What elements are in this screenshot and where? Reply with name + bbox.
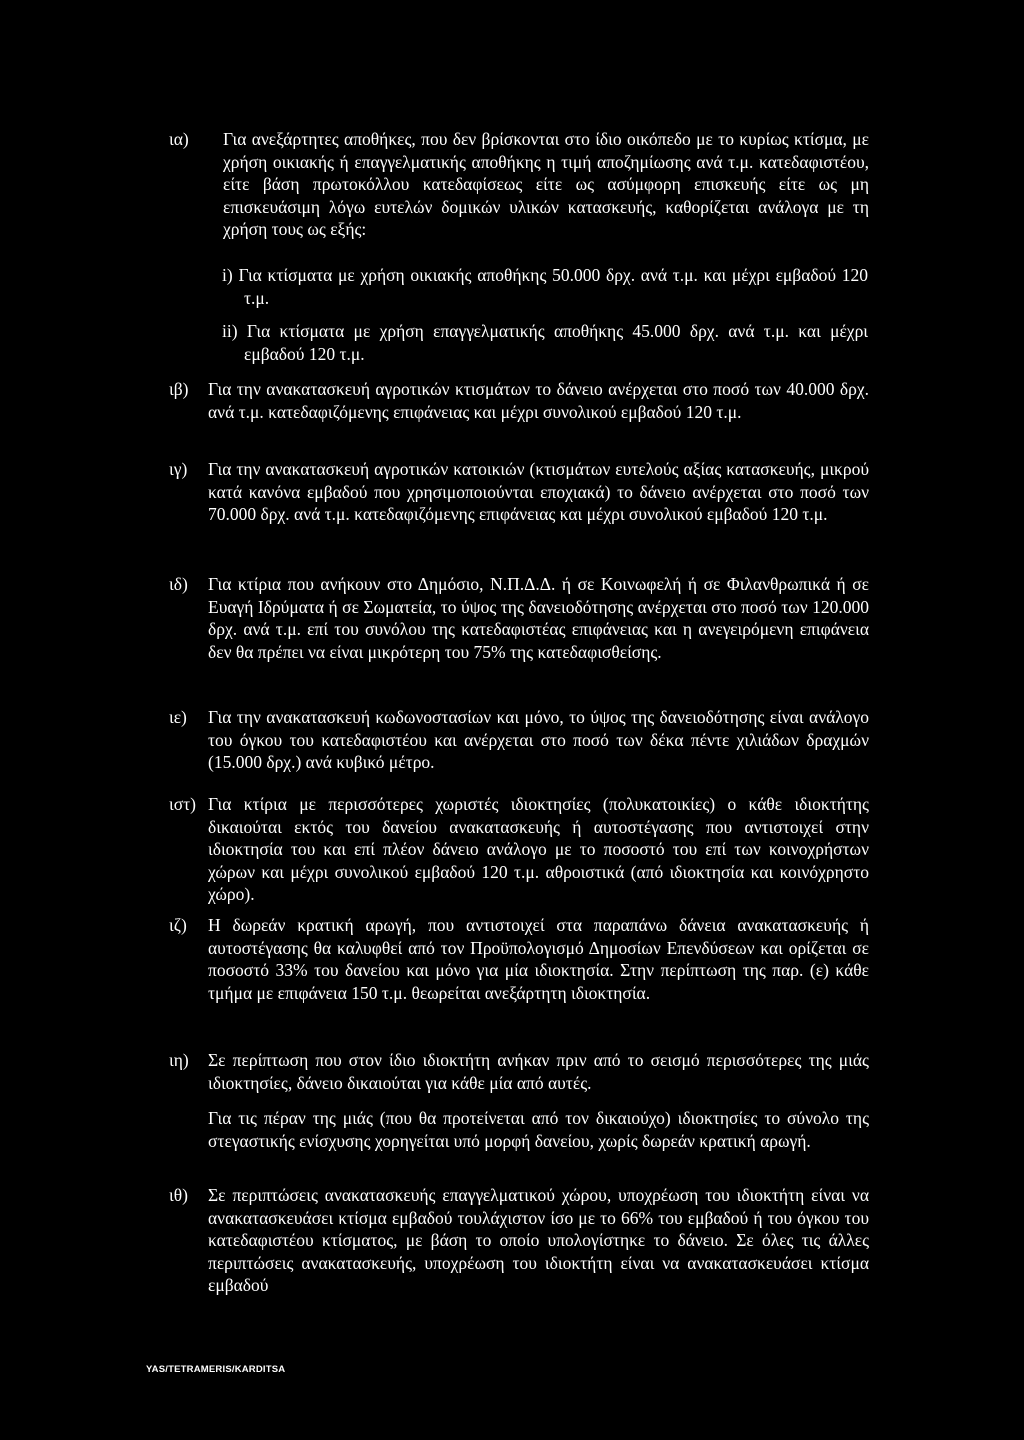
subclause-ii bbox=[222, 320, 868, 365]
clause-iz bbox=[169, 914, 869, 1004]
clause-ig bbox=[169, 458, 869, 526]
clause-ie-text: Για την ανακατασκευή κωδωνοστασίων και μόνο, το ύψος της δανειοδότησης είναι ανάλογο του όγκου του κατεδαφιστέου και ανέρχεται στο ποσό των δέκα πέντε χιλιάδων δραχμών (15.000 δρχ.) ανά κυβικό μέτρο. bbox=[208, 707, 869, 773]
clause-ia-label: ια) bbox=[169, 129, 189, 149]
clause-ib bbox=[169, 378, 869, 423]
clause-ie bbox=[169, 706, 869, 774]
clause-ist-label: ιστ) bbox=[169, 794, 197, 814]
footer-reference: YAS/TETRAMERIS/KARDITSA bbox=[146, 1364, 286, 1375]
clause-ih bbox=[169, 1049, 869, 1152]
clause-ist bbox=[169, 793, 869, 906]
clause-id bbox=[169, 573, 869, 663]
subclause-ii-text: Για κτίσματα με χρήση επαγγελματικής αποθήκης 45.000 δρχ. ανά τ.μ. και μέχρι εμβαδού 120 τ.μ. bbox=[244, 321, 869, 364]
subclause-ii-label: ii) bbox=[222, 321, 238, 341]
clause-ib-text: Για την ανακατασκευή αγροτικών κτισμάτων το δάνειο ανέρχεται στο ποσό των 40.000 δρχ. ανά τ.μ. κατεδαφιζόμενης επιφάνειας και μέχρι συνολικού εμβαδού 120 τ.μ. bbox=[208, 379, 869, 422]
clause-ith bbox=[169, 1184, 869, 1297]
clause-ith-text: Σε περιπτώσεις ανακατασκευής επαγγελματικού χώρου, υποχρέωση του ιδιοκτήτη είναι να ανακατασκευάσει κτίσμα εμβαδού τουλάχιστον ίσο με το 66% του εμβαδού ή του όγκου του κατεδαφιστέου κτίσματος, με βάση το οποίο υπολογίστηκε το δάνειο. Σε όλες τις άλλες περιπτώσεις ανακατασκευής, υποχρέωση του ιδιοκτήτη είναι να ανακατασκευάσει κτίσμα εμβαδού bbox=[208, 1185, 869, 1296]
clause-ia-text: Για ανεξάρτητες αποθήκες, που δεν βρίσκονται στο ίδιο οικόπεδο με το κυρίως κτίσμα, με χρήση οικιακής ή επαγγελματικής αποθήκης η τιμή αποζημίωσης ανά τ.μ. κατεδαφιστέου, είτε βάση πρωτοκόλλου κατεδαφίσεως είτε ως ασύμφορη επισκευής είτε ως μη επισκευάσιμη λόγω ευτελών δομικών υλικών κατασκευής, καθορίζεται ανάλογα με τη χρήση τους ως εξής: bbox=[223, 129, 869, 240]
clause-ie-label: ιε) bbox=[169, 707, 187, 727]
clause-id-text: Για κτίρια που ανήκουν στο Δημόσιο, Ν.Π.Δ.Δ. ή σε Κοινωφελή ή σε Φιλανθρωπικά ή σε Ευαγή Ιδρύματα ή σε Σωματεία, το ύψος της δανειοδότησης ανέρχεται στο ποσό των 120.000 δρχ. ανά τ.μ. επί του συνόλου της κατεδαφιστέας επιφάνειας και η ανεγειρόμενη επιφάνεια δεν θα πρέπει να είναι μικρότερη του 75% της κατεδαφισθείσης. bbox=[208, 574, 869, 662]
subclause-i bbox=[222, 264, 868, 309]
clause-ib-label: ιβ) bbox=[169, 379, 189, 399]
clause-ih-text: Σε περίπτωση που στον ίδιο ιδιοκτήτη ανήκαν πριν από το σεισμό περισσότερες της μιάς ιδιοκτησίες, δάνειο δικαιούται για κάθε μία από αυτές. bbox=[208, 1050, 869, 1093]
subclause-i-label: i) bbox=[222, 265, 233, 285]
clause-ih-label: ιη) bbox=[169, 1050, 189, 1070]
clause-ih-text-2: Για τις πέραν της μιάς (που θα προτείνεται από τον δικαιούχο) ιδιοκτησίες το σύνολο της στεγαστικής ενίσχυσης χορηγείται υπό μορφή δανείου, χωρίς δωρεάν κρατική αρωγή. bbox=[208, 1108, 869, 1151]
clause-ig-text: Για την ανακατασκευή αγροτικών κατοικιών (κτισμάτων ευτελούς αξίας κατασκευής, μικρού κατά κανόνα εμβαδού που χρησιμοποιούνται εποχιακά) το δάνειο ανέρχεται στο ποσό των 70.000 δρχ. ανά τ.μ. κατεδαφιζόμενης επιφάνειας και μέχρι συνολικού εμβαδού 120 τ.μ. bbox=[208, 459, 869, 525]
clause-ig-label: ιγ) bbox=[169, 459, 188, 479]
clause-id-label: ιδ) bbox=[169, 574, 188, 594]
clause-ith-label: ιθ) bbox=[169, 1185, 188, 1205]
clause-ia bbox=[169, 128, 869, 241]
subclause-i-text: Για κτίσματα με χρήση οικιακής αποθήκης 50.000 δρχ. ανά τ.μ. και μέχρι εμβαδού 120 τ.μ. bbox=[238, 265, 868, 308]
clause-ist-text: Για κτίρια με περισσότερες χωριστές ιδιοκτησίες (πολυκατοικίες) ο κάθε ιδιοκτήτης δικαιούται εκτός του δανείου ανακατασκευής ή αυτοστέγασης που αντιστοιχεί στην ιδιοκτησία του και επί πλέον δάνειο ανάλογο με το ποσοστό του επί των κοινοχρήστων χώρων και μέχρι συνολικού εμβαδού 120 τ.μ. αθροιστικά (από ιδιοκτησία και κοινόχρηστο χώρο). bbox=[208, 794, 869, 905]
clause-iz-text: Η δωρεάν κρατική αρωγή, που αντιστοιχεί στα παραπάνω δάνεια ανακατασκευής ή αυτοστέγασης θα καλυφθεί από τον Προϋπολογισμό Δημοσίων Επενδύσεων και ορίζεται σε ποσοστό 33% του δανείου και μόνο για μία ιδιοκτησία. Στην περίπτωση της παρ. (ε) κάθε τμήμα με επιφάνεια 150 τ.μ. θεωρείται ανεξάρτητη ιδιοκτησία. bbox=[208, 915, 869, 1003]
clause-iz-label: ιζ) bbox=[169, 915, 187, 935]
